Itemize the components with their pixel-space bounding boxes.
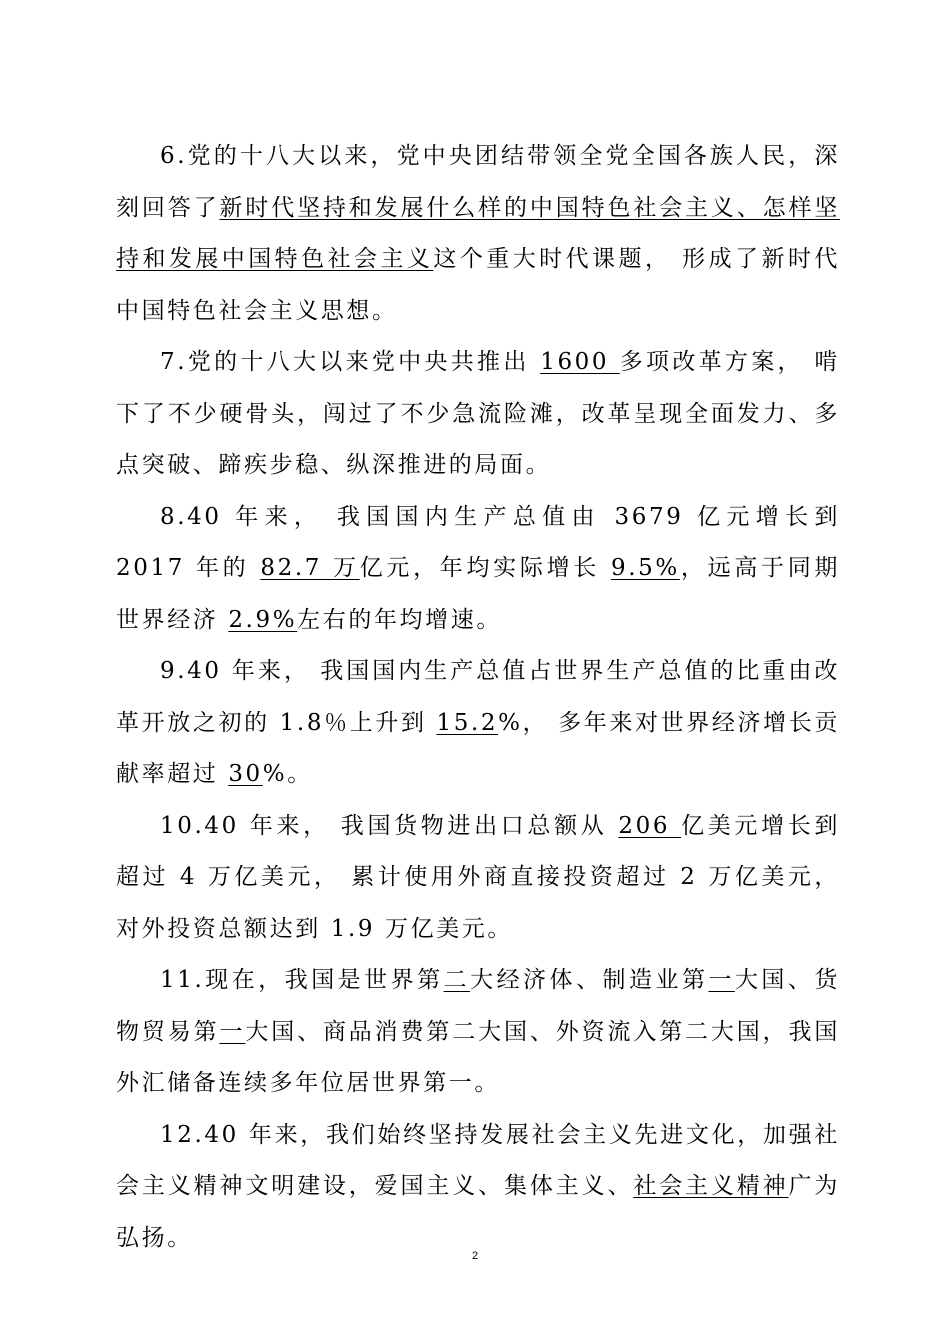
underlined-text: 一 <box>219 1018 246 1045</box>
paragraph-p7 <box>116 337 840 492</box>
paragraph-text: 亿元，年均实际增长 <box>359 555 611 581</box>
paragraph-p12 <box>116 1110 840 1265</box>
paragraph-text: 左右的年均增速。 <box>297 606 502 633</box>
paragraph-p9 <box>116 646 840 801</box>
paragraph-text: 6.党的十八大以来，党中央团结带领全党全国各族人民，深刻回答了 <box>116 143 840 221</box>
underlined-text: 新时代坚持和发展什么样的中国特色社会主义、怎样坚持和发展中国特色社会主义 <box>116 194 840 272</box>
underlined-text: 二 <box>443 967 471 993</box>
paragraph-text: ，远高于同期世界经济 <box>116 555 841 633</box>
underlined-text: 15.2 <box>436 709 499 736</box>
paragraph-p11 <box>116 955 840 1110</box>
underlined-text: 9.5% <box>610 555 680 581</box>
underlined-text: 社会主义精神 <box>633 1173 789 1199</box>
underlined-text: 206 <box>618 812 682 839</box>
underlined-text: 一 <box>708 967 735 993</box>
paragraph-text: 9.40 年来， 我国国内生产总值占世界生产总值的比重由改革开放之初的 1.8％上升到 <box>116 658 840 736</box>
underlined-text: 82.7 万 <box>260 555 360 581</box>
paragraph-text: %， 多年来对世界经济增长贡献率超过 <box>116 709 840 787</box>
paragraph-text: 11.现在，我国是世界第 <box>160 967 444 993</box>
paragraph-text: 8.40 年来， 我国国内生产总值由 3679 亿元增长到 2017 年的 <box>116 503 840 581</box>
paragraph-text: 这个重大时代课题， 形成了新时代中国特色社会主义思想。 <box>116 246 840 324</box>
underlined-text: 1600 <box>540 349 620 375</box>
paragraph-text: 12.40 年来，我们始终坚持发展社会主义先进文化，加强社会主义精神文明建设，爱国主义、集体主义、 <box>116 1121 840 1199</box>
document-body <box>116 131 840 1264</box>
paragraph-text: 大国、货物贸易第 <box>116 967 840 1045</box>
paragraph-text: 多项改革方案， 啃下了不少硬骨头，闯过了不少急流险滩，改革呈现全面发力、多点突破、蹄疾步稳、纵深推进的局面。 <box>116 349 840 478</box>
page-number: 2 <box>471 1250 479 1262</box>
underlined-text: 2.9% <box>228 606 298 633</box>
paragraph-text: 大国、商品消费第二大国、外资流入第二大国，我国外汇储备连续多年位居世界第一。 <box>116 1018 840 1096</box>
paragraph-p10 <box>116 801 840 956</box>
paragraph-text: 大经济体、制造业第 <box>470 967 709 993</box>
paragraph-p8 <box>116 492 840 647</box>
paragraph-p6 <box>116 131 840 337</box>
paragraph-text: %。 <box>262 761 313 787</box>
paragraph-text: 10.40 年来， 我国货物进出口总额从 <box>160 812 619 839</box>
paragraph-text: 7.党的十八大以来党中央共推出 <box>160 349 541 375</box>
paragraph-text: 广为弘扬。 <box>116 1173 840 1251</box>
underlined-text: 30 <box>228 761 263 787</box>
paragraph-text: 亿美元增长到超过 4 万亿美元， 累计使用外商直接投资超过 2 万亿美元， 对外投资总额达到 1.9 万亿美元。 <box>116 812 840 942</box>
